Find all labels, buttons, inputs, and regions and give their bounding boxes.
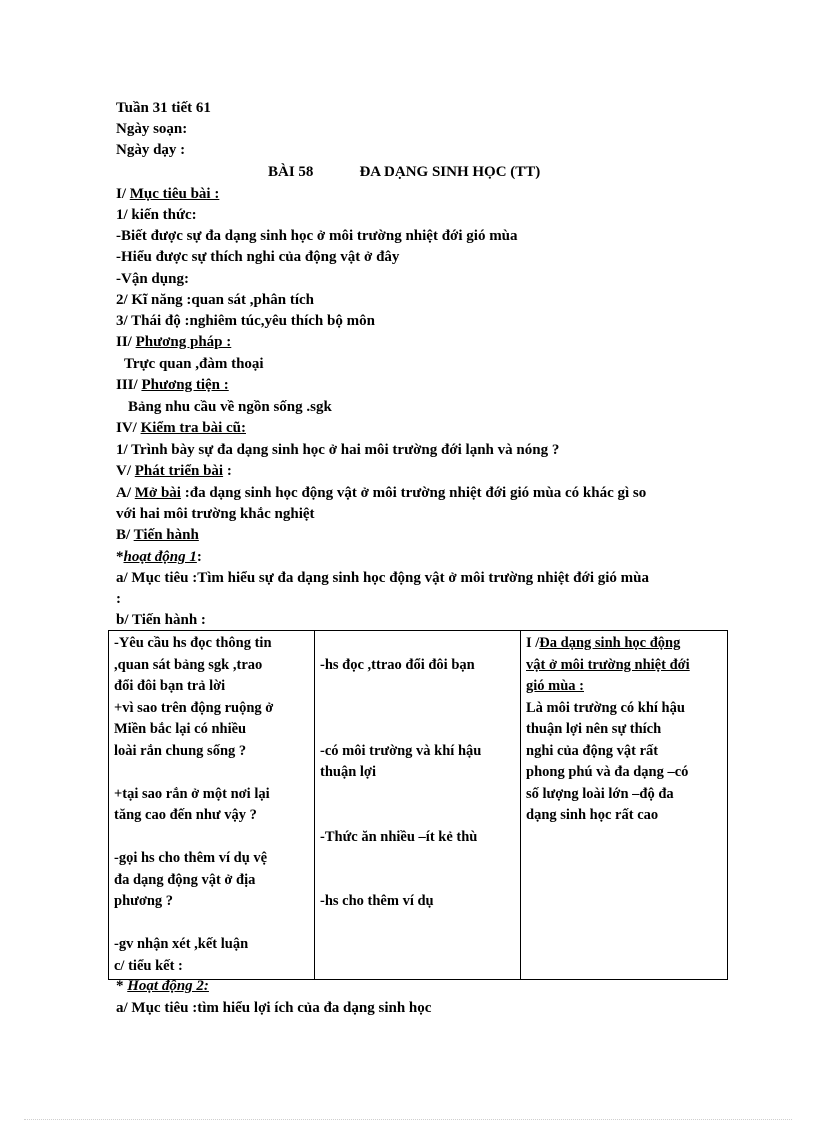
activity1-goal-line-1: a/ Mục tiêu :Tìm hiểu sự đa dạng sinh học động vật ở môi trường nhiệt đới gió mùa [116,570,649,586]
content-line: Là môi trường có khí hậu [526,699,685,716]
proceed-heading: B/ Tiến hành [116,527,199,543]
week-line: Tuần 31 tiết 61 [116,100,211,116]
teacher-line: đa dạng động vật ở địa [114,871,256,888]
knowledge-item-2: -Hiểu được sự thích nghi của động vật ở đây [116,249,400,265]
skills-line: 2/ Kĩ năng :quan sát ,phân tích [116,292,314,308]
lesson-title [268,162,540,182]
student-line-blank [320,698,515,720]
teacher-line: c/ tiểu kết : [114,957,183,974]
knowledge-label: 1/ kiến thức: [116,207,197,223]
content-line: phong phú và đa dạng –có [526,764,689,780]
activity-table [108,630,728,980]
student-line-blank [320,676,515,698]
method-content: Trực quan ,đàm thoại [124,356,264,372]
knowledge-item-1: -Biết được sự đa dạng sinh học ở môi trường nhiệt đới gió mùa [116,228,518,244]
student-line-blank [320,848,515,870]
student-line: -có môi trường và khí hậu [320,742,482,759]
section1-heading: I/ Mục tiêu bài : [116,186,220,202]
content-heading-line: I /Đa dạng sinh học động [526,635,681,651]
teacher-column [109,631,315,980]
student-line-blank [320,633,515,655]
student-line-blank [320,870,515,892]
teacher-line-blank [114,827,309,849]
student-line: -Thức ăn nhiều –ít kẻ thù [320,828,478,845]
teacher-line-blank [114,762,309,784]
apply-line: -Vận dụng: [116,271,189,287]
student-line-blank [320,805,515,827]
teacher-line: -gọi hs cho thêm ví dụ vệ [114,850,268,866]
student-line: -hs cho thêm ví dụ [320,893,434,909]
teacher-line: +vì sao trên động ruộng ở [114,699,274,716]
content-line: thuận lợi nên sự thích [526,721,662,737]
materials-content: Bảng nhu cầu về ngồn sống .sgk [128,399,332,415]
teacher-line: tăng cao đến như vậy ? [114,807,257,823]
page-bottom-rule [24,1119,792,1120]
review-question: 1/ Trình bày sự đa dạng sinh học ở hai môi trường đới lạnh và nóng ? [116,442,560,458]
prep-date-line: Ngày soạn: [116,121,188,137]
section4-heading: IV/ Kiểm tra bài cũ: [116,420,246,436]
intro-line-1: A/ Mở bài :đa dạng sinh học động vật ở môi trường nhiệt đới gió mùa có khác gì so [116,485,647,501]
content-line: nghi của động vật rất [526,742,659,759]
teacher-line: đổi đôi bạn trả lời [114,678,226,694]
section2-heading: II/ Phương pháp : [116,334,232,350]
teacher-line: phương ? [114,893,174,909]
content-heading-line: vật ở môi trường nhiệt đới [526,656,690,673]
student-line: thuận lợi [320,764,376,780]
activity2-heading: * Hoạt động 2: [116,978,209,994]
teacher-line: -Yêu cầu hs đọc thông tin [114,635,272,651]
content-line: dạng sinh học rất cao [526,807,659,823]
activity1-steps: b/ Tiến hành : [116,612,206,628]
section5-heading: V/ Phát triển bài : [116,463,232,479]
section3-heading: III/ Phương tiện : [116,377,229,393]
activity1-goal-line-2: : [116,591,121,607]
teacher-line: ,quan sát bảng sgk ,trao [114,656,263,673]
activity1-heading: *hoạt động 1: [116,549,202,565]
content-heading-line: gió mùa : [526,678,584,694]
teacher-line-blank [114,913,309,935]
teacher-line: -gv nhận xét ,kết luận [114,936,249,952]
lesson-number: BÀI 58 [268,164,314,180]
intro-line-2: với hai môi trường khắc nghiệt [116,506,315,522]
content-column [521,631,728,980]
lesson-name: ĐA DẠNG SINH HỌC (TT) [359,164,541,180]
table-row [109,631,728,980]
student-line-blank [320,784,515,806]
student-line: -hs đọc ,ttrao đổi đôi bạn [320,656,475,673]
activity2-goal: a/ Mục tiêu :tìm hiểu lợi ích của đa dạng sinh học [116,1000,432,1016]
attitude-line: 3/ Thái độ :nghiêm túc,yêu thích bộ môn [116,313,375,329]
student-line-blank [320,719,515,741]
teacher-line: +tại sao rắn ở một nơi lại [114,785,270,802]
teacher-line: Miền bắc lại có nhiều [114,721,247,737]
content-line: số lượng loài lớn –độ đa [526,785,674,802]
student-column [315,631,521,980]
teacher-line: loài rắn chung sống ? [114,742,247,759]
teach-date-line: Ngày dạy : [116,142,186,158]
